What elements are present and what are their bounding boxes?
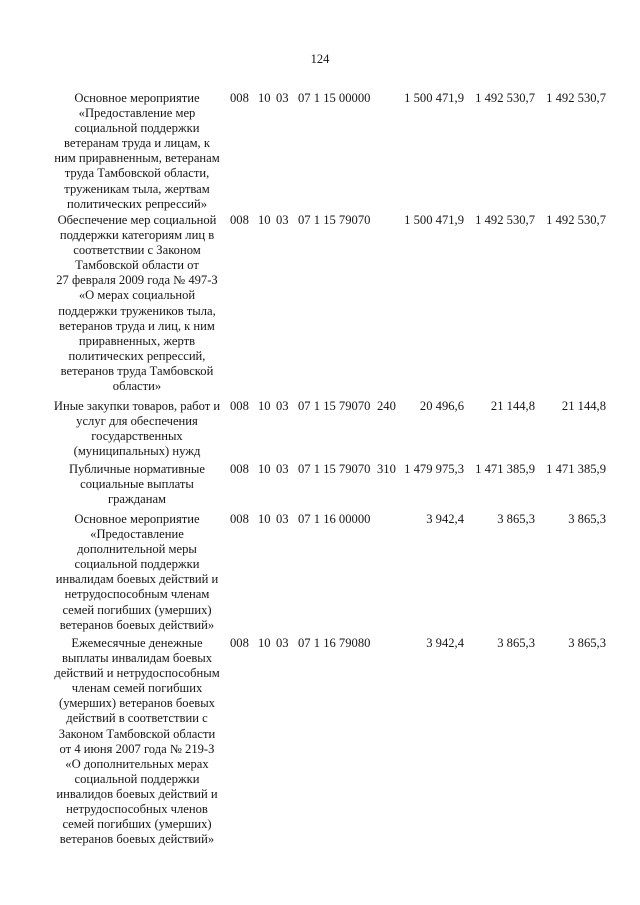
description-line: от 4 июня 2007 года № 219-З xyxy=(59,741,215,756)
section-code: 10 xyxy=(258,512,271,526)
description-line: ветеранов труда Тамбовской xyxy=(60,363,214,378)
amount-year-1: 1 479 975,3 xyxy=(404,462,464,476)
description-line: действий в соответствии с xyxy=(66,711,208,726)
amount-year-2: 3 865,3 xyxy=(497,636,535,650)
description-line: Основное мероприятие xyxy=(74,512,200,526)
description-line: действий и нетрудоспособным xyxy=(54,666,220,681)
description-line: социальной поддержки xyxy=(74,771,200,786)
page-number: 124 xyxy=(310,52,330,66)
description-line: Основное мероприятие xyxy=(74,91,200,105)
description-line: соответствии с Законом xyxy=(73,243,201,258)
description-line: социальные выплаты xyxy=(80,477,194,492)
description-line: труда Тамбовской области, xyxy=(64,166,210,181)
description-line: дополнительной меры xyxy=(77,542,197,557)
subsection-code: 03 xyxy=(276,91,289,105)
amount-year-2: 1 471 385,9 xyxy=(475,462,535,476)
row-description xyxy=(48,462,226,507)
description-line: поддержки тружеников тыла, xyxy=(58,303,216,318)
description-line: членам семей погибших xyxy=(71,681,203,696)
amount-year-3: 1 492 530,7 xyxy=(546,91,606,105)
amount-year-3: 1 471 385,9 xyxy=(546,462,606,476)
subsection-code: 03 xyxy=(276,462,289,476)
row-description xyxy=(48,213,226,394)
amount-year-3: 1 492 530,7 xyxy=(546,213,606,227)
description-line: области» xyxy=(112,379,162,394)
description-line: ветеранов боевых действий» xyxy=(59,617,215,632)
description-line: «Предоставление мер xyxy=(78,106,196,121)
description-line: гражданам xyxy=(107,492,167,507)
amount-year-3: 3 865,3 xyxy=(568,512,606,526)
description-line: государственных xyxy=(91,429,183,444)
description-line: инвалидов боевых действий и xyxy=(56,786,218,801)
description-line: инвалидам боевых действий и xyxy=(55,572,219,587)
subsection-code: 03 xyxy=(276,636,289,650)
description-line: труженикам тыла, жертвам xyxy=(64,181,210,196)
section-code: 10 xyxy=(258,399,271,413)
amount-year-1: 3 942,4 xyxy=(426,636,464,650)
row-description xyxy=(48,512,226,633)
row-description xyxy=(48,399,226,459)
description-line: «О дополнительных мерах xyxy=(65,756,209,771)
description-line: ветеранов труда и лиц, к ним xyxy=(59,318,215,333)
grbs-code: 008 xyxy=(230,462,249,476)
target-article-code: 07 1 16 00000 xyxy=(298,512,371,526)
amount-year-1: 20 496,6 xyxy=(419,399,464,413)
description-line: (умерших) ветеранов боевых xyxy=(59,696,215,711)
row-description xyxy=(48,91,226,212)
description-line: социальной поддержки xyxy=(74,557,200,572)
subsection-code: 03 xyxy=(276,399,289,413)
description-line: услуг для обеспечения xyxy=(76,414,198,429)
target-article-code: 07 1 15 79070 xyxy=(298,213,371,227)
subsection-code: 03 xyxy=(276,213,289,227)
target-article-code: 07 1 15 00000 xyxy=(298,91,371,105)
description-line: выплаты инвалидам боевых xyxy=(61,651,213,666)
grbs-code: 008 xyxy=(230,91,249,105)
description-line: Иные закупки товаров, работ и xyxy=(53,399,221,413)
description-line: семей погибших (умерших) xyxy=(62,817,212,832)
target-article-code: 07 1 15 79070 xyxy=(298,399,371,413)
expense-type-code: 240 xyxy=(377,399,396,413)
description-line: «О мерах социальной xyxy=(78,288,196,303)
grbs-code: 008 xyxy=(230,399,249,413)
amount-year-2: 21 144,8 xyxy=(490,399,535,413)
description-line: Ежемесячные денежные xyxy=(71,636,203,650)
grbs-code: 008 xyxy=(230,636,249,650)
description-line: Тамбовской области от xyxy=(75,258,199,273)
amount-year-2: 1 492 530,7 xyxy=(475,91,535,105)
expense-type-code: 310 xyxy=(377,462,396,476)
amount-year-1: 1 500 471,9 xyxy=(404,91,464,105)
description-line: 27 февраля 2009 года № 497-З xyxy=(56,273,218,288)
description-line: нетрудоспособных членов xyxy=(66,802,208,817)
description-line: политических репрессий, xyxy=(68,348,206,363)
amount-year-3: 21 144,8 xyxy=(561,399,606,413)
row-description xyxy=(48,636,226,847)
description-line: социальной поддержки xyxy=(74,121,200,136)
amount-year-3: 3 865,3 xyxy=(568,636,606,650)
target-article-code: 07 1 15 79070 xyxy=(298,462,371,476)
description-line: Обеспечение мер социальной xyxy=(57,213,217,227)
amount-year-1: 1 500 471,9 xyxy=(404,213,464,227)
grbs-code: 008 xyxy=(230,213,249,227)
grbs-code: 008 xyxy=(230,512,249,526)
section-code: 10 xyxy=(258,636,271,650)
amount-year-1: 3 942,4 xyxy=(426,512,464,526)
amount-year-2: 1 492 530,7 xyxy=(475,213,535,227)
description-line: политических репрессий» xyxy=(66,196,208,211)
description-line: Публичные нормативные xyxy=(69,462,205,476)
description-line: приравненных, жертв xyxy=(78,333,196,348)
description-line: ветеранов боевых действий» xyxy=(59,832,215,847)
description-line: семей погибших (умерших) xyxy=(62,602,212,617)
description-line: нетрудоспособным членам xyxy=(64,587,210,602)
section-code: 10 xyxy=(258,462,271,476)
target-article-code: 07 1 16 79080 xyxy=(298,636,371,650)
amount-year-2: 3 865,3 xyxy=(497,512,535,526)
description-line: поддержки категориям лиц в xyxy=(59,228,215,243)
description-line: ветеранам труда и лицам, к xyxy=(64,136,210,151)
section-code: 10 xyxy=(258,91,271,105)
description-line: ним приравненным, ветеранам xyxy=(54,151,220,166)
subsection-code: 03 xyxy=(276,512,289,526)
description-line: Законом Тамбовской области xyxy=(58,726,216,741)
section-code: 10 xyxy=(258,213,271,227)
description-line: (муниципальных) нужд xyxy=(73,444,201,459)
description-line: «Предоставление xyxy=(90,527,184,542)
